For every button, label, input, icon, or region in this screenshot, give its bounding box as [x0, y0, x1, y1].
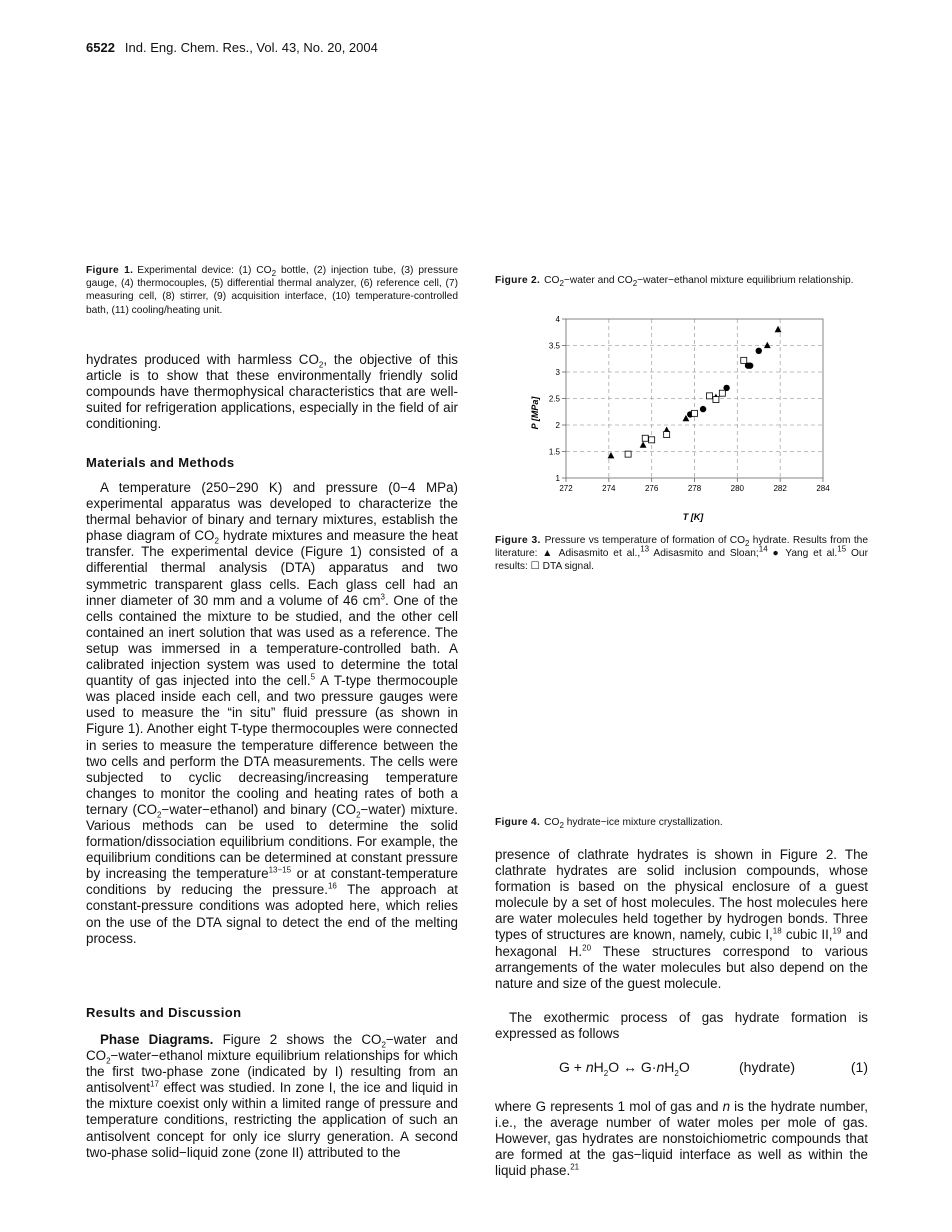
data-point-square: [692, 410, 698, 416]
figure3-caption-text: Pressure vs temperature of formation of $CO_2$ hydrate. Results from the literature: ▲ Adisasmito et al.,$^{13}$ Adisasmito and Sloan;$^{14}$ ● Yang et al.$^{15}$ Our results: ☐ DTA signal.: [495, 535, 868, 573]
y-tick-label: 1: [555, 474, 560, 483]
section-heading-materials: Materials and Methods: [86, 455, 235, 470]
exothermic-paragraph: The exothermic process of gas hydrate formation is expressed as follows: [495, 1010, 868, 1042]
y-tick-label: 1.5: [548, 447, 560, 457]
y-tick-label: 3: [555, 368, 560, 377]
x-tick-label: 278: [687, 484, 702, 493]
data-point-square: [642, 435, 648, 441]
intro-paragraph: hydrates produced with harmless $CO_2$, the objective of this article is to show that these environmentally friendly solid compounds have thermophysical characteristics that are well-suited for refrigeration applications, especially in the field of air conditioning.: [86, 352, 458, 432]
figure4-caption-text: $CO_2$ hydrate−ice mixture crystallization.: [544, 817, 723, 831]
phase-diagrams-paragraph: [86, 1032, 458, 1161]
clathrate-paragraph: presence of clathrate hydrates is shown in Figure 2. The clathrate hydrates are solid inclusion compounds, whose formation is based on the physical enclosure of a guest molecule by a set of host molecules. The host molecules here are water molecules held together by hydrogen bonds. Three types of structures are known, namely, cubic I,$^{18}$ cubic II,$^{19}$ and hexagonal H.$^{20}$ These structures correspond to various arrangements of the water molecules but also depend on the nature and size of the guest molecule.: [495, 847, 868, 991]
y-tick-label: 2: [555, 421, 560, 430]
equation-number: (1): [850, 1059, 868, 1075]
y-tick-label: 3.5: [548, 341, 560, 351]
figure1-caption-text: Experimental device: (1) $CO_2$ bottle, (2) injection tube, (3) pressure gauge, (4) thermocouples, (5) differential thermal analyzer, (6) reference cell, (7) measuring cell, (8) stirrer, (9) acquisition interface, (10) temperature-controlled bath, (11) cooling/heating unit.: [86, 265, 459, 316]
x-tick-label: 284: [816, 484, 830, 493]
data-point-square: [741, 357, 747, 363]
data-point-square: [625, 451, 631, 457]
hydrate-number-paragraph: where G represents 1 mol of gas and n is the hydrate number, i.e., the average number of water moles per mole of gas. However, gas hydrates are nonstoichiometric compounds that are formed at the gas−liquid interface as well as within the liquid phase.$^{21}$: [495, 1099, 868, 1179]
data-point-square: [649, 437, 655, 443]
x-tick-label: 276: [644, 484, 659, 493]
x-tick-label: 274: [602, 484, 616, 493]
chart-axes: [562, 319, 823, 482]
data-point-circle: [756, 348, 762, 354]
data-point-square: [719, 390, 725, 396]
data-point-circle: [700, 406, 706, 412]
methods-paragraph: A temperature (250−290 K) and pressure (0−4 MPa) experimental apparatus was developed to characterize the thermal behavior of binary and ternary mixtures, establish the phase diagram of $CO_2$ hydrate mixtures and measure the heat transfer. The experimental device (Figure 1) consisted of a differential thermal analysis (DTA) apparatus and two symmetric transparent glass cells. Each glass cell had an inner diameter of 30 mm and a volume of 46 $cm^3$. One of the cells contained the mixture to be studied, and the other cell contained an inert solution that was used as a reference. The setup was immersed in a temperature-controlled bath. A calibrated injection system was used to determine the total quantity of gas injected into the cell.$^5$ A T-type thermocouple was placed inside each cell, and two pressure gauges were used to measure the “in situ” fluid pressure (as shown in Figure 1). Another eight T-type thermocouples were connected in series to measure the temperature difference between the two cells and perform the DTA measurements. The cells were subjected to cyclic decreasing/increasing temperature changes to monitor the cooling and heating rates of both a ternary $(CO_2-water-ethanol)$ and binary $(CO_2-water)$ mixture. Various methods can be used to determine the solid formation/dissociation equilibrium conditions. For example, the equilibrium conditions can be determined at constant pressure by increasing the temperature$^{13-15}$ or at constant-temperature conditions by reducing the pressure.$^{16}$ The approach at constant-pressure conditions was adopted here, which relies on the use of the DTA signal to detect the end of the melting process.: [86, 480, 459, 946]
phase-diagrams-runin: Phase Diagrams.: [100, 1032, 214, 1047]
figure4-caption: [495, 816, 868, 829]
equation-formula: $G + nH_2O$ ↔ $G\cdot nH_2O$: [559, 1059, 690, 1078]
y-tick-labels: [549, 315, 561, 483]
figure3-scatter-chart: [520, 310, 840, 525]
data-point-triangle: [764, 342, 771, 348]
x-axis-label: [683, 512, 704, 522]
section-heading-results: Results and Discussion: [86, 1005, 242, 1020]
data-point-square: [713, 397, 719, 403]
figure1-label: Figure 1.: [86, 265, 134, 276]
x-tick-labels: [559, 484, 830, 493]
figure3-caption: [495, 534, 868, 574]
y-tick-label: 2.5: [548, 394, 560, 404]
journal-citation: Ind. Eng. Chem. Res., Vol. 43, No. 20, 2004: [124, 40, 378, 55]
y-axis-label: P [MPa]: [530, 396, 540, 430]
figure2-caption-text: $CO_2-water$ and $CO_2-water-ethanol$ mixture equilibrium relationship.: [544, 275, 854, 289]
equation-label: (hydrate): [739, 1059, 796, 1075]
data-point-triangle: [640, 441, 647, 447]
y-tick-label: 4: [555, 315, 560, 324]
figure2-caption: [495, 274, 868, 287]
running-header: [86, 40, 378, 55]
figure2-label: Figure 2.: [495, 275, 541, 286]
chart-grid: [566, 319, 823, 478]
figure4-label: Figure 4.: [495, 817, 541, 828]
figure1-caption: [86, 264, 458, 317]
data-point-square: [664, 432, 670, 438]
x-tick-label: 272: [559, 484, 573, 493]
figure3-label: Figure 3.: [495, 535, 541, 546]
data-point-square: [706, 393, 712, 399]
phase-diagrams-text: Figure 2 shows the $CO_2-water$ and $CO_2-water-ethanol$ mixture equilibrium relationships for which the first two-phase zone (indicated by I) resulting from an antisolvent$^{17}$ effect was studied. In zone I, the ice and liquid in the mixture coexist only within a limited range of pressure and temperature conditions, restricting the application of such an antisolvent concept for only ice slurry generation. A second two-phase solid−liquid zone (zone II) attributed to the: [86, 1032, 458, 1160]
data-point-circle: [747, 362, 753, 368]
x-tick-label: 280: [730, 484, 745, 493]
x-axis-label-var: T [K]: [682, 512, 704, 522]
page-number: 6522: [86, 40, 115, 55]
x-tick-label: 282: [773, 484, 787, 493]
